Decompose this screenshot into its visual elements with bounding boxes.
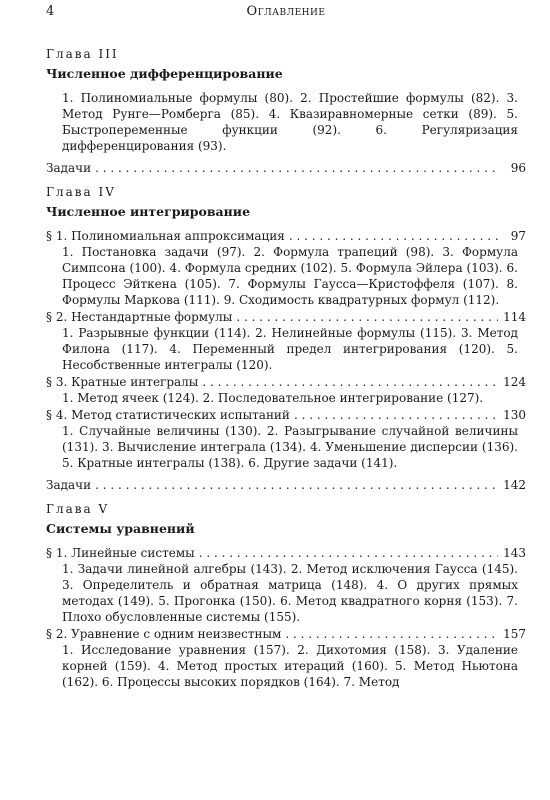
page-ref: 142 (503, 478, 526, 492)
leader-dots (289, 228, 498, 244)
section-contents: 1. Исследование уравнения (157). 2. Дихотомия (158). 3. Удаление корней (159). 4. Метод простых итераций (160). 5. Метод Ньютона (162). 6. Процессы высоких порядков (164). 7. Метод (62, 643, 518, 689)
chapter-3 (46, 46, 526, 176)
toc-section (46, 374, 526, 406)
section-title: § 1. Линейные системы (46, 546, 195, 560)
chapter-label: Глава III (46, 47, 119, 61)
section-title: § 1. Полиномиальная аппроксимация (46, 229, 285, 243)
leader-dots (202, 374, 498, 390)
leader-dots (199, 545, 498, 561)
section-contents: 1. Метод ячеек (124). 2. Последовательное интегрирование (127). (62, 391, 484, 405)
section-title: § 2. Уравнение с одним неизвестным (46, 627, 282, 641)
leader-dots (95, 160, 498, 176)
toc-section (46, 407, 526, 471)
chapter-title: Численное интегрирование (46, 204, 251, 219)
toc-entry[interactable] (46, 374, 526, 390)
toc-entry[interactable] (46, 545, 526, 561)
entry-label: Задачи (46, 478, 92, 492)
chapter-label: Глава V (46, 502, 110, 516)
section-contents: 1. Разрывные функции (114). 2. Нелинейные формулы (115). 3. Метод Филона (117). 4. Переменный предел интегрирования (120). 5. Несобственные интегралы (120). (62, 326, 518, 372)
toc-entry-tasks[interactable] (46, 477, 526, 493)
leader-dots (236, 309, 498, 325)
toc-entry[interactable] (46, 309, 526, 325)
toc-entry[interactable] (46, 407, 526, 423)
toc-section (46, 545, 526, 625)
page-ref: 130 (503, 408, 526, 422)
toc-section (46, 626, 526, 690)
chapter-intro: 1. Полиномиальные формулы (80). 2. Простейшие формулы (82). 3. Метод Рунге—Ромберга (85). 4. Квазиравномерные сетки (89). 5. Быстропеременные функции (92). 6. Регуляризация дифференцирования (93). (62, 91, 518, 153)
leader-dots (294, 407, 498, 423)
page-ref: 124 (503, 375, 526, 389)
page-number: 4 (46, 4, 55, 19)
chapter-title: Численное дифференцирование (46, 66, 283, 81)
page-ref: 143 (503, 546, 526, 560)
toc-section (46, 228, 526, 308)
section-title: § 3. Кратные интегралы (46, 375, 199, 389)
section-title: § 2. Нестандартные формулы (46, 310, 233, 324)
chapter-title: Системы уравнений (46, 521, 195, 536)
running-title: Оглавление (246, 4, 326, 19)
chapter-label: Глава IV (46, 185, 116, 199)
chapter-5 (46, 501, 526, 690)
table-of-contents (46, 42, 526, 698)
toc-entry[interactable] (46, 626, 526, 642)
toc-entry[interactable] (46, 228, 526, 244)
entry-label: Задачи (46, 161, 92, 175)
toc-section (46, 309, 526, 373)
page-ref: 114 (503, 310, 526, 324)
leader-dots (95, 477, 498, 493)
page-ref: 157 (503, 627, 526, 641)
section-contents: 1. Постановка задачи (97). 2. Формула трапеций (98). 3. Формула Симпсона (100). 4. Формула средних (102). 5. Формула Эйлера (103). 6. Процесс Эйткена (105). 7. Формулы Гаусса—Кристоффеля (107). 8. Формулы Маркова (111). 9. Сходимость квадратурных формул (112). (62, 245, 518, 307)
leader-dots (285, 626, 498, 642)
page-header (46, 4, 526, 22)
chapter-4 (46, 184, 526, 493)
page-ref: 96 (510, 161, 526, 175)
section-title: § 4. Метод статистических испытаний (46, 408, 290, 422)
section-contents: 1. Случайные величины (130). 2. Разыгрывание случайной величины (131). 3. Вычисление интеграла (134). 4. Уменьшение дисперсии (136). 5. Кратные интегралы (138). 6. Другие задачи (141). (62, 424, 518, 470)
section-contents: 1. Задачи линейной алгебры (143). 2. Метод исключения Гаусса (145). 3. Определитель и обратная матрица (148). 4. О других прямых методах (149). 5. Прогонка (150). 6. Метод квадратного корня (153). 7. Плохо обусловленные системы (155). (62, 562, 518, 624)
toc-entry-tasks[interactable] (46, 160, 526, 176)
page-ref: 97 (510, 229, 526, 243)
